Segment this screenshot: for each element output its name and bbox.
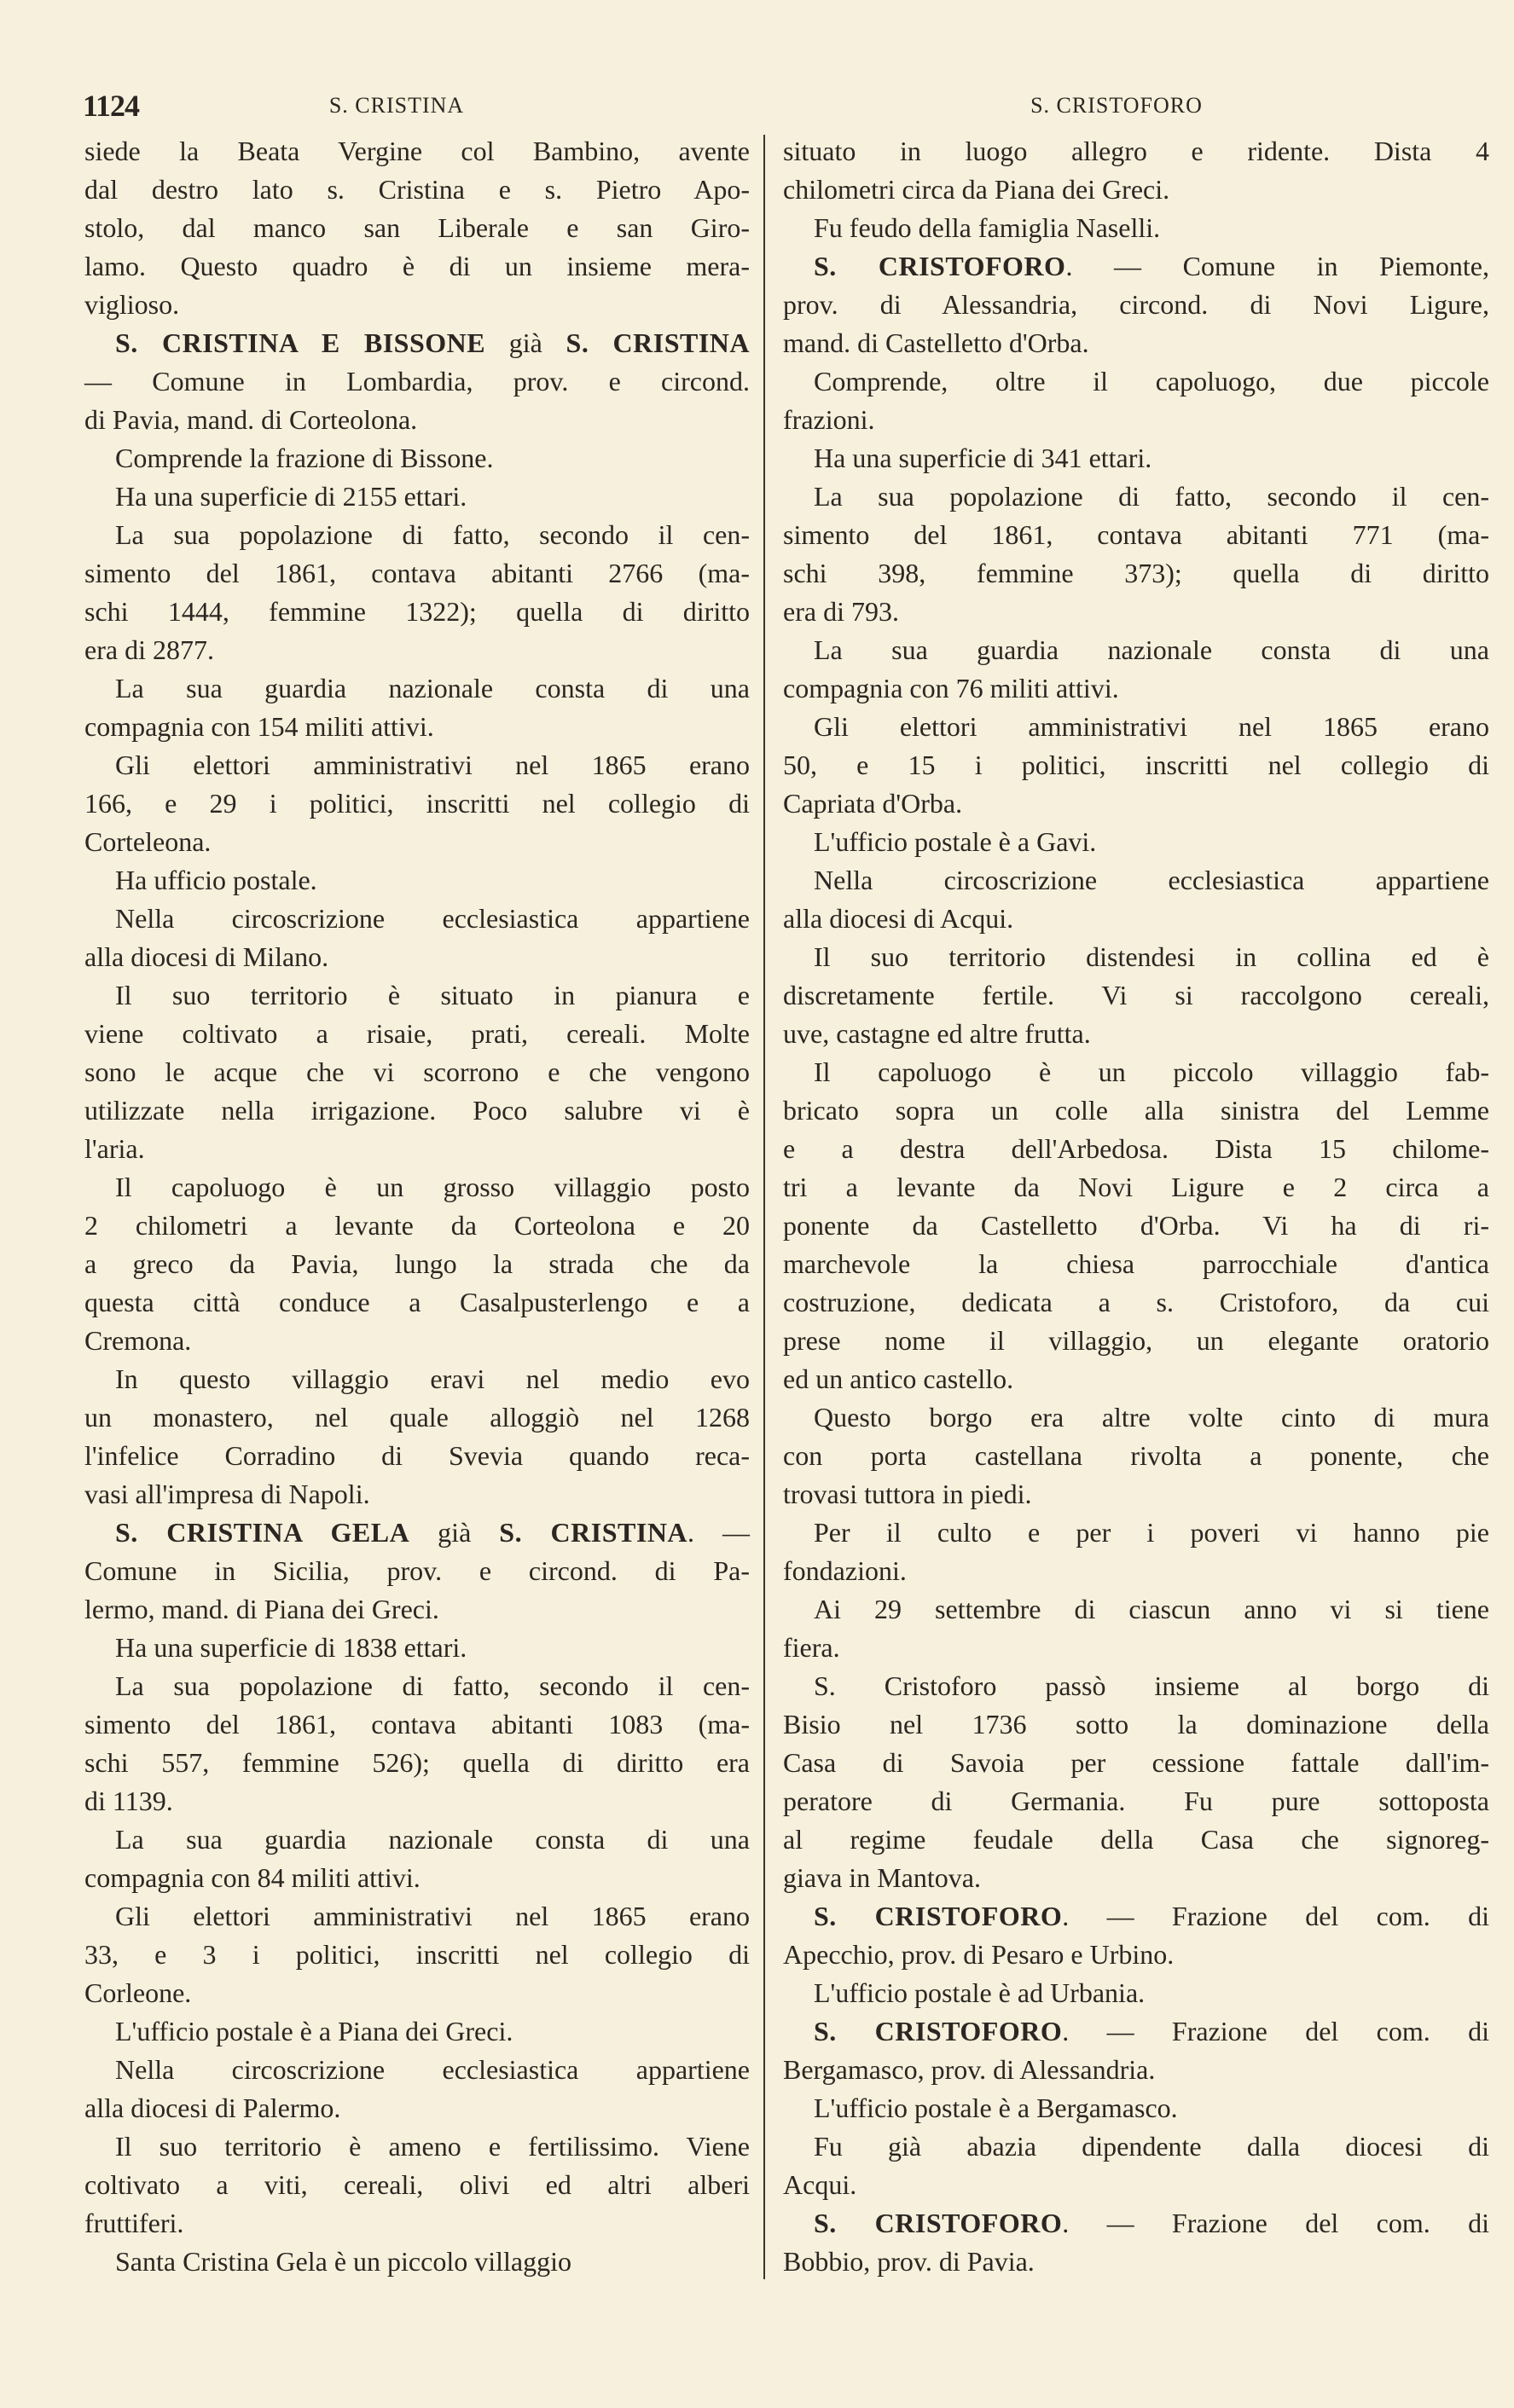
text-line: lamo. Questo quadro è di un insieme mera- [84,251,750,281]
text-line: prese nome il villaggio, un elegante oratorio [783,1325,1489,1356]
paragraph [783,708,1489,823]
text-segment: . — Frazione del com. di [1062,2208,1490,2238]
text-line: Fu già abazia dipendente dalla diocesi di [814,2131,1489,2162]
text-line: Bobbio, prov. di Pavia. [783,2246,1035,2277]
text-line: schi 398, femmine 373); quella di diritto [783,558,1489,588]
paragraph [84,2127,750,2243]
text-line: La sua guardia nazionale consta di una [814,634,1489,665]
text-line: Capriata d'Orba. [783,788,963,819]
text-line: 166, e 29 i politici, inscritti nel collegio di [84,788,750,819]
paragraph [783,938,1489,1053]
text-segment: . — Frazione del com. di [1062,2016,1490,2046]
text-line: sono le acque che vi scorrono e che vengono [84,1056,750,1087]
text-line: costruzione, dedicata a s. Cristoforo, da cui [783,1287,1489,1317]
text-line: L'ufficio postale è a Bergamasco. [814,2093,1178,2123]
text-line: 50, e 15 i politici, inscritti nel collegio di [783,750,1489,780]
paragraph [84,1360,750,1514]
text-line: prov. di Alessandria, circond. di Novi Ligure, [783,289,1489,320]
text-line: Apecchio, prov. di Pesaro e Urbino. [783,1939,1175,1970]
paragraph [783,1053,1489,1398]
text-line: al regime feudale della Casa che signoreg- [783,1824,1489,1855]
text-line: utilizzate nella irrigazione. Poco salubre vi è [84,1095,750,1126]
text-line: compagnia con 154 militi attivi. [84,711,434,742]
text-line: 33, e 3 i politici, inscritti nel collegio di [84,1939,750,1970]
text-line: La sua guardia nazionale consta di una [115,1824,750,1855]
paragraph [84,1629,750,1667]
text-line: coltivato a viti, cereali, olivi ed altri alberi [84,2169,750,2200]
text-line: Santa Cristina Gela è un piccolo villaggio [115,2246,571,2277]
paragraph [84,132,750,324]
text-line: Il suo territorio è ameno e fertilissimo. Viene [115,2131,750,2162]
paragraph [783,1974,1489,2012]
text-line: La sua guardia nazionale consta di una [115,673,750,703]
entry-heading: S. CRISTINA [499,1517,688,1548]
text-line: simento del 1861, contava abitanti 771 (ma- [783,519,1489,550]
paragraph [783,209,1489,247]
text-line: Il capoluogo è un grosso villaggio posto [115,1172,750,1202]
text-line: era di 793. [783,596,899,627]
text-segment: . — Comune in Piemonte, [1065,251,1490,281]
paragraph [84,1168,750,1360]
paragraph [84,2051,750,2127]
text-line: 2 chilometri a levante da Corteolona e 20 [84,1210,750,1241]
paragraph [84,516,750,669]
text-line: L'ufficio postale è a Gavi. [814,826,1097,857]
text-line: Nella circoscrizione ecclesiastica appartiene [814,865,1489,895]
text-line: Ai 29 settembre di ciascun anno vi si tiene [814,1594,1489,1624]
text-segment: . — [687,1517,751,1548]
text-line: tri a levante da Novi Ligure e 2 circa a [783,1172,1489,1202]
text-line: discretamente fertile. Vi si raccolgono cereali, [783,980,1489,1010]
text-line: uve, castagne ed altre frutta. [783,1018,1091,1049]
column-divider [763,135,765,2279]
entry-heading: S. CRISTINA [566,327,750,358]
text-line: alla diocesi di Acqui. [783,903,1014,934]
paragraph [84,439,750,478]
entry-heading: S. CRISTOFORO [814,2208,1063,2238]
entry-heading: S. CRISTOFORO [814,251,1066,281]
running-head-left: S. CRISTINA [328,93,465,118]
text-line: S. Cristoforo passò insieme al borgo di [814,1670,1489,1701]
entry-heading: S. CRISTINA E BISSONE [115,327,486,358]
text-line: compagnia con 76 militi attivi. [783,673,1119,703]
text-line: mand. di Castelletto d'Orba. [783,327,1089,358]
text-line: Nella circoscrizione ecclesiastica appartiene [115,2054,750,2085]
text-line: Ha una superficie di 341 ettari. [814,443,1152,473]
text-line: Corteleona. [84,826,212,857]
text-line: Per il culto e per i poveri vi hanno pie [814,1517,1489,1548]
text-line: Comprende, oltre il capoluogo, due piccole [814,366,1489,397]
text-line: La sua popolazione di fatto, secondo il cen- [814,481,1489,512]
paragraph [84,478,750,516]
text-line: simento del 1861, contava abitanti 2766 (ma- [84,558,750,588]
entry-heading: S. CRISTOFORO [814,2016,1063,2046]
text-line: fiera. [783,1632,840,1663]
text-line [783,1897,1489,1936]
text-line: situato in luogo allegro e ridente. Dista 4 [783,136,1489,166]
text-line: ponente da Castelletto d'Orba. Vi ha di ri- [783,1210,1489,1241]
paragraph [783,2012,1489,2089]
text-line: ed un antico castello. [783,1363,1014,1394]
text-line: era di 2877. [84,634,214,665]
text-line: — Comune in Lombardia, prov. e circond. [84,366,750,397]
paragraph [84,976,750,1168]
paragraph [783,362,1489,439]
text-line [84,324,750,362]
text-line: La sua popolazione di fatto, secondo il cen- [115,519,750,550]
text-line: L'ufficio postale è ad Urbania. [814,1977,1146,2008]
text-segment: già [409,1517,500,1548]
paragraph [84,2243,750,2281]
text-line: frazioni. [783,404,875,435]
text-line [783,247,1489,286]
text-line: di 1139. [84,1786,173,1816]
text-line: L'ufficio postale è a Piana dei Greci. [115,2016,513,2046]
text-line: chilometri circa da Piana dei Greci. [783,174,1170,205]
text-line: simento del 1861, contava abitanti 1083 (ma- [84,1709,750,1739]
text-line: l'aria. [84,1133,145,1164]
paragraph [783,2127,1489,2204]
text-line: schi 1444, femmine 1322); quella di diritto [84,596,750,627]
text-line: Fu feudo della famiglia Naselli. [814,212,1161,243]
text-line: a greco da Pavia, lungo la strada che da [84,1248,750,1279]
paragraph [84,2012,750,2051]
paragraph [783,823,1489,861]
text-line: Il suo territorio distendesi in collina ed è [814,941,1489,972]
text-line: di Pavia, mand. di Corteolona. [84,404,418,435]
text-line: viene coltivato a risaie, prati, cereali. Molte [84,1018,750,1049]
entry-heading: S. CRISTOFORO [814,1901,1063,1931]
text-line: un monastero, nel quale alloggiò nel 1268 [84,1402,750,1433]
running-head-right: S. CRISTOFORO [1030,93,1203,118]
text-line: trovasi tuttora in piedi. [783,1479,1032,1509]
paragraph [783,631,1489,708]
paragraph [783,439,1489,478]
text-segment: . — Frazione del com. di [1062,1901,1490,1931]
text-line: Gli elettori amministrativi nel 1865 erano [814,711,1489,742]
paragraph [84,746,750,861]
paragraph [783,1897,1489,1974]
paragraph [783,2089,1489,2127]
text-line: Bisio nel 1736 sotto la dominazione della [783,1709,1489,1739]
text-line: Gli elettori amministrativi nel 1865 erano [115,1901,750,1931]
text-line: vasi all'impresa di Napoli. [84,1479,370,1509]
text-line: siede la Beata Vergine col Bambino, avente [84,136,750,166]
text-line: Il suo territorio è situato in pianura e [115,980,750,1010]
text-line: con porta castellana rivolta a ponente, che [783,1440,1489,1471]
text-line: compagnia con 84 militi attivi. [84,1862,421,1893]
paragraph [84,669,750,746]
text-line [783,2204,1489,2243]
paragraph [84,1514,750,1629]
paragraph [84,1897,750,2012]
text-line: l'infelice Corradino di Svevia quando reca- [84,1440,750,1471]
text-line [84,1514,750,1552]
text-line: Cremona. [84,1325,192,1356]
text-line: giava in Mantova. [783,1862,981,1893]
paragraph [84,324,750,439]
paragraph [783,247,1489,362]
paragraph [84,1667,750,1820]
text-line: Nella circoscrizione ecclesiastica appartiene [115,903,750,934]
left-column [84,132,750,2281]
text-line: peratore di Germania. Fu pure sottoposta [783,1786,1489,1816]
text-line: bricato sopra un colle alla sinistra del Lemme [783,1095,1489,1126]
paragraph [783,2204,1489,2281]
text-line: In questo villaggio eravi nel medio evo [115,1363,750,1394]
text-line: fruttiferi. [84,2208,184,2238]
paragraph [84,900,750,976]
text-line: e a destra dell'Arbedosa. Dista 15 chilome- [783,1133,1489,1164]
text-line: Ha una superficie di 2155 ettari. [115,481,467,512]
text-line: Comune in Sicilia, prov. e circond. di Pa- [84,1555,750,1586]
page-number: 1124 [83,89,140,123]
paragraph [783,132,1489,209]
text-line: Acqui. [783,2169,857,2200]
text-line: Ha una superficie di 1838 ettari. [115,1632,467,1663]
text-line: viglioso. [84,289,180,320]
paragraph [783,478,1489,631]
paragraph [783,1590,1489,1667]
text-line: fondazioni. [783,1555,907,1586]
right-column [783,132,1489,2281]
entry-heading: S. CRISTINA GELA [115,1517,410,1548]
text-line: schi 557, femmine 526); quella di diritto era [84,1747,750,1778]
text-line: Corleone. [84,1977,192,2008]
text-line: Questo borgo era altre volte cinto di mura [814,1402,1489,1433]
text-line: Gli elettori amministrativi nel 1865 erano [115,750,750,780]
paragraph [783,1667,1489,1897]
text-line: lermo, mand. di Piana dei Greci. [84,1594,439,1624]
text-line: Casa di Savoia per cessione fattale dall'im- [783,1747,1489,1778]
paragraph [783,1514,1489,1590]
paragraph [84,861,750,900]
paragraph [783,1398,1489,1514]
text-line: alla diocesi di Milano. [84,941,329,972]
text-line: dal destro lato s. Cristina e s. Pietro Apo- [84,174,750,205]
text-line: Bergamasco, prov. di Alessandria. [783,2054,1156,2085]
paragraph [783,861,1489,938]
text-line: Comprende la frazione di Bissone. [115,443,494,473]
text-line: Il capoluogo è un piccolo villaggio fab- [814,1056,1489,1087]
paragraph [84,1820,750,1897]
text-line: La sua popolazione di fatto, secondo il cen- [115,1670,750,1701]
text-line: questa città conduce a Casalpusterlengo e a [84,1287,750,1317]
text-line [783,2012,1489,2051]
text-line: stolo, dal manco san Liberale e san Giro- [84,212,750,243]
text-line: alla diocesi di Palermo. [84,2093,341,2123]
text-line: marchevole la chiesa parrocchiale d'antica [783,1248,1489,1279]
text-segment: già [485,327,566,358]
text-line: Ha ufficio postale. [115,865,317,895]
